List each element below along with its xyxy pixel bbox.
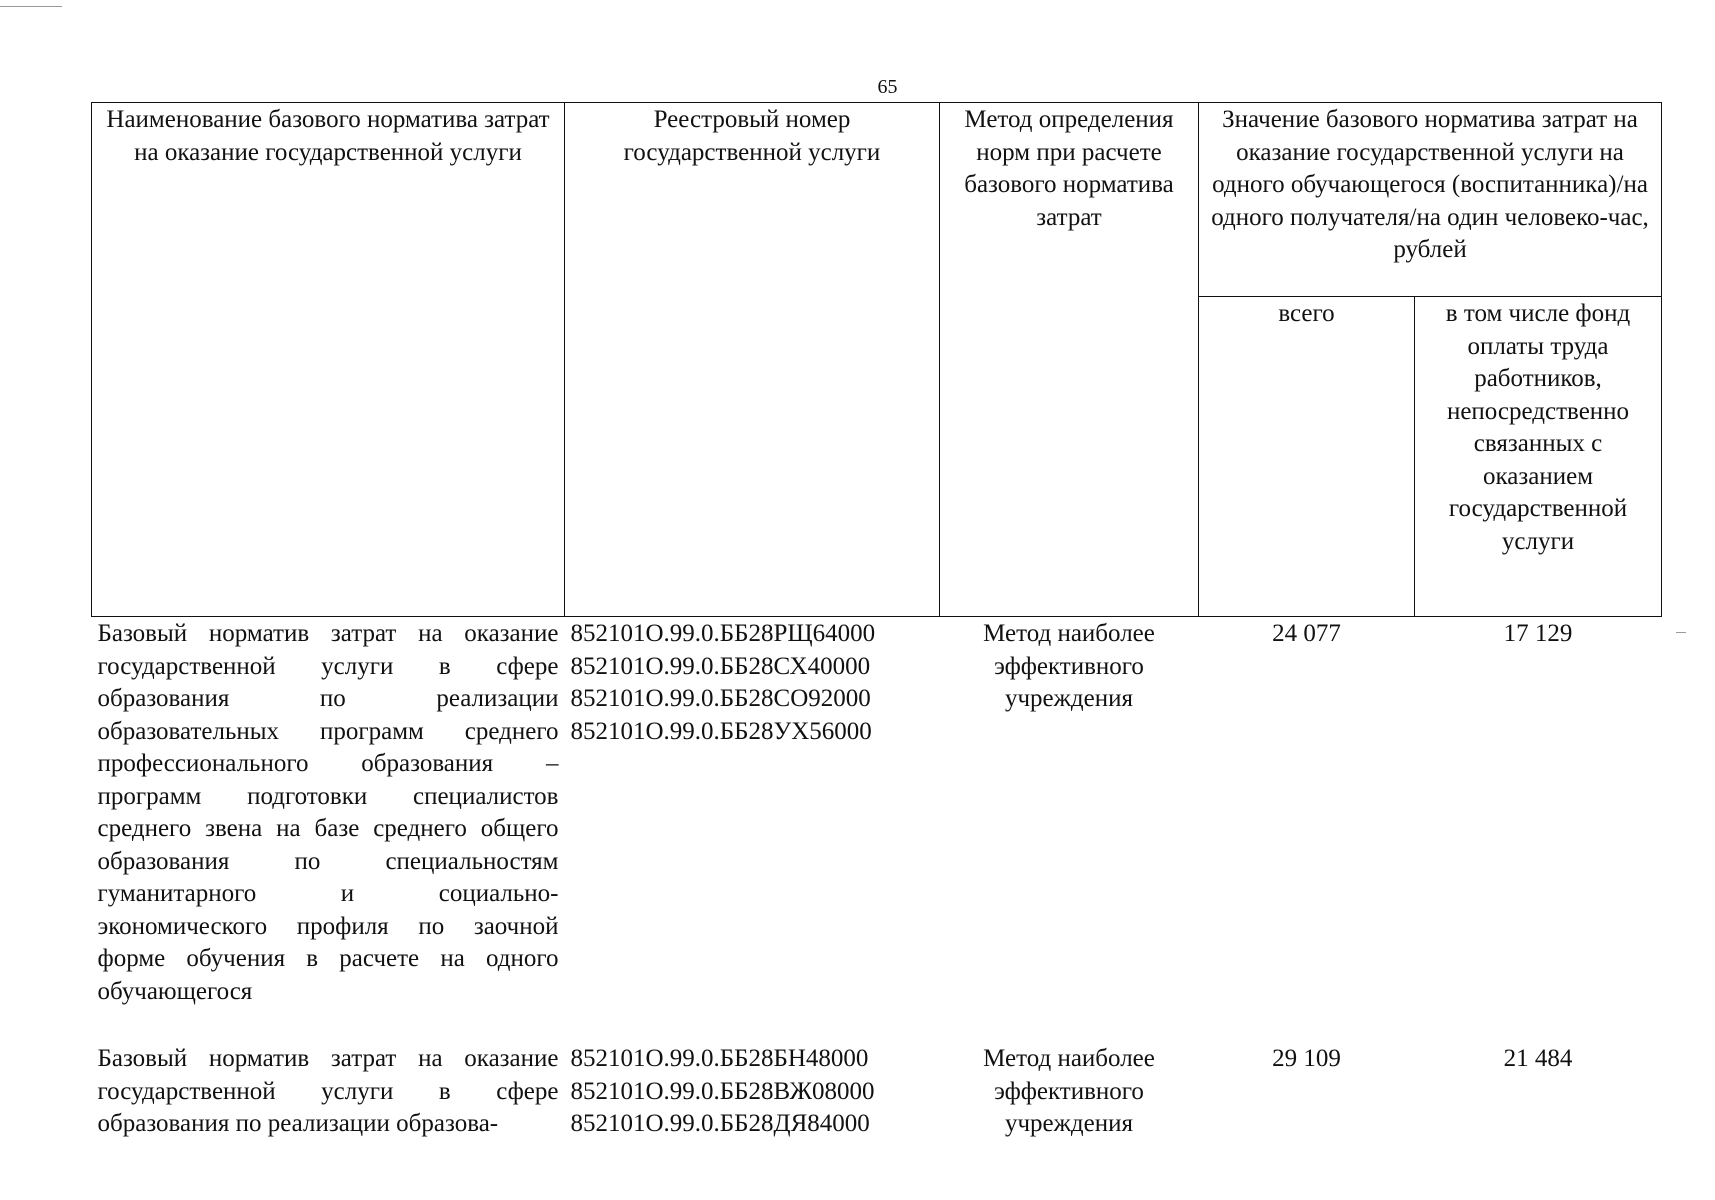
wage-fund-value-cell: 21 484 xyxy=(1503,1045,1573,1072)
registry-code: 852101О.99.0.ББ28РЩ64000 xyxy=(570,620,876,647)
base-norms-table xyxy=(91,102,1662,1141)
norm-name-cell: Базовый норматив затрат на оказание государственной услуги в сфере образования по реализации образова- xyxy=(97,1045,559,1137)
header-norm-name: Наименование базового норматива затрат на оказание государственной услуги xyxy=(92,103,565,617)
registry-code: 852101О.99.0.ББ28УХ56000 xyxy=(570,717,872,745)
page-number: 65 xyxy=(877,76,898,98)
method-cell: Метод наиболее эффективного учреждения xyxy=(983,620,1155,712)
table-row xyxy=(92,617,1662,1043)
header-registry-number: Реестровый номер государственной услуги xyxy=(565,103,940,617)
registry-code: 852101О.99.0.ББ28СО92000 xyxy=(570,685,871,712)
table-row xyxy=(92,1042,1662,1141)
norm-name-cell: Базовый норматив затрат на оказание государственной услуги в сфере образования по реализации образовательных программ среднего профессионального образования – программ подготовки специалистов среднего звена на базе среднего общего образования по специальностям гуманитарного и социально-экономического профиля по заочной форме обучения в расчете на одного обучающегося xyxy=(97,620,559,1005)
header-wage-fund: в том числе фонд оплаты труда работников, непосредственно связанных с оказанием государственной услуги xyxy=(1415,297,1662,617)
registry-codes-cell xyxy=(565,1042,940,1141)
header-method: Метод определения норм при расчете базового норматива затрат xyxy=(940,103,1199,617)
method-cell: Метод наиболее эффективного учреждения xyxy=(983,1045,1155,1137)
total-value-cell: 24 077 xyxy=(1272,620,1341,647)
header-norm-value: Значение базового норматива затрат на оказание государственной услуги на одного обучающегося (воспитанника)/на одного получателя/на один человеко-час, рублей xyxy=(1199,103,1662,297)
registry-codes-cell xyxy=(565,617,940,1043)
registry-code: 852101О.99.0.ББ28СХ40000 xyxy=(570,652,871,680)
scan-corner-mark xyxy=(0,6,62,7)
wage-fund-value-cell: 17 129 xyxy=(1503,620,1573,647)
total-value-cell: 29 109 xyxy=(1272,1045,1341,1072)
scan-edge-mark xyxy=(1676,632,1686,633)
registry-code: 852101О.99.0.ББ28ВЖ08000 xyxy=(570,1077,875,1105)
registry-code: 852101О.99.0.ББ28БН48000 xyxy=(570,1045,869,1072)
header-total: всего xyxy=(1199,297,1415,617)
registry-code: 852101О.99.0.ББ28ДЯ84000 xyxy=(570,1110,870,1137)
